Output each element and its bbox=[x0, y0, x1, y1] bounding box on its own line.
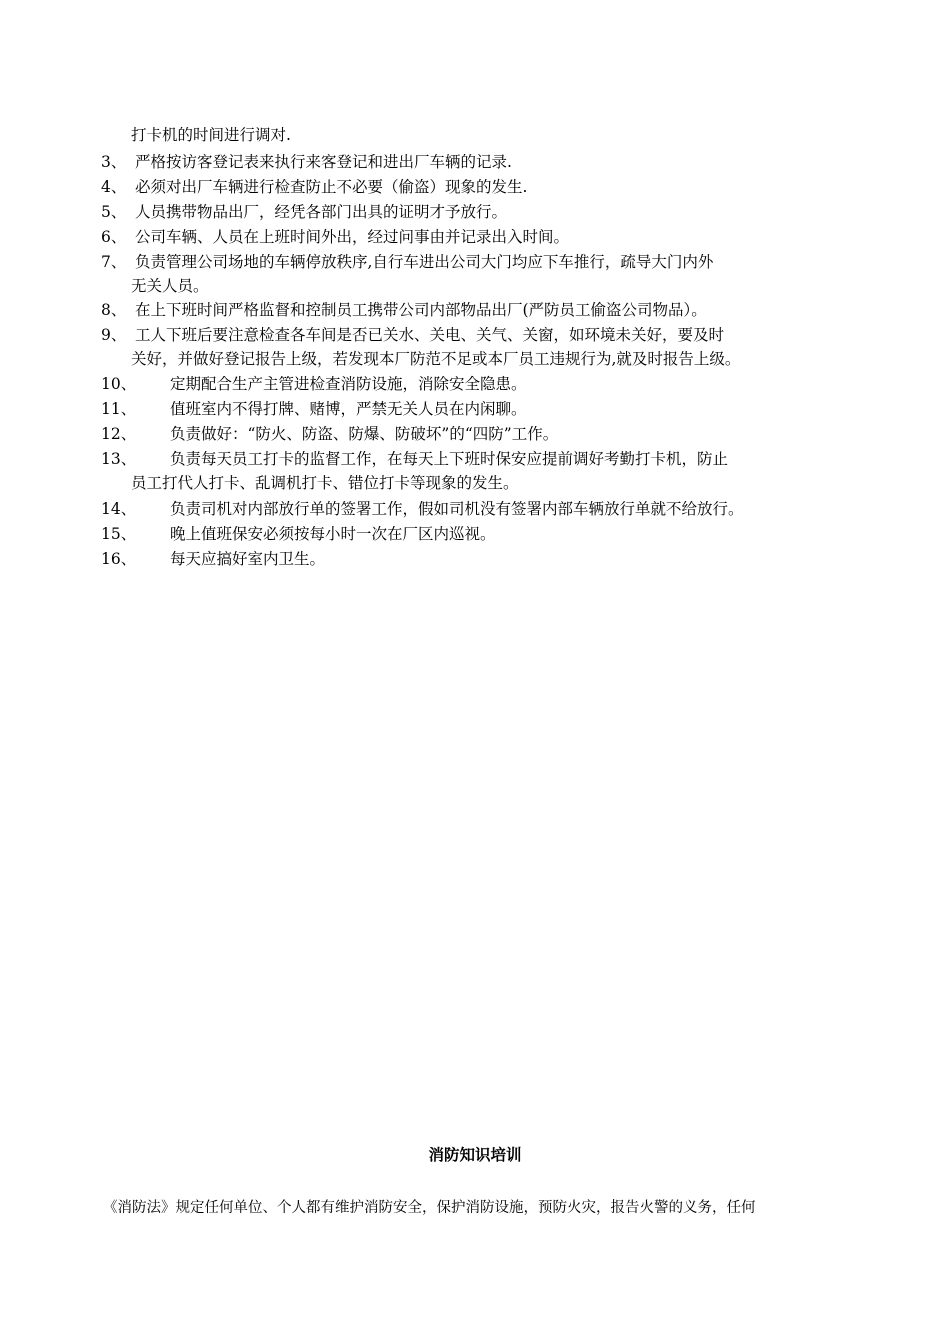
list-number: 4、 bbox=[101, 178, 127, 196]
list-text: 晚上值班保安必须按每小时一次在厂区内巡视。 bbox=[170, 525, 496, 543]
list-text: 人员携带物品出厂，经凭各部门出具的证明才予放行。 bbox=[135, 203, 508, 221]
list-text: 负责司机对内部放行单的签署工作，假如司机没有签署内部车辆放行单就不给放行。 bbox=[170, 500, 744, 518]
list-number: 6、 bbox=[101, 228, 127, 246]
list-number: 3、 bbox=[101, 153, 127, 171]
list-text: 工人下班后要注意检查各车间是否已关水、关电、关气、关窗，如环境未关好，要及时 bbox=[135, 326, 725, 344]
list-number: 5、 bbox=[101, 203, 127, 221]
list-number: 16、 bbox=[101, 550, 137, 568]
list-number: 14、 bbox=[101, 500, 137, 518]
list-text-continuation: 关好，并做好登记报告上级，若发现本厂防范不足或本厂员工违规行为,就及时报告上级。 bbox=[131, 350, 741, 368]
list-number: 7、 bbox=[101, 253, 127, 271]
continuation-line: 打卡机的时间进行调对. bbox=[131, 126, 291, 144]
list-text: 必须对出厂车辆进行检查防止不必要（偷盗）现象的发生. bbox=[135, 178, 528, 196]
list-text: 公司车辆、人员在上班时间外出，经过问事由并记录出入时间。 bbox=[135, 228, 570, 246]
list-text: 在上下班时间严格监督和控制员工携带公司内部物品出厂(严防员工偷盗公司物品）。 bbox=[135, 301, 707, 319]
list-text: 每天应搞好室内卫生。 bbox=[170, 550, 326, 568]
section-title: 消防知识培训 bbox=[428, 1146, 522, 1164]
list-number: 8、 bbox=[101, 301, 127, 319]
list-number: 13、 bbox=[101, 450, 137, 468]
list-text: 值班室内不得打牌、赌博，严禁无关人员在内闲聊。 bbox=[170, 400, 527, 418]
list-text-continuation: 无关人员。 bbox=[131, 277, 209, 295]
section-paragraph: 《消防法》规定任何单位、个人都有维护消防安全，保护消防设施，预防火灾，报告火警的义务，任何 bbox=[103, 1200, 756, 1216]
list-text: 定期配合生产主管进检查消防设施，消除安全隐患。 bbox=[170, 375, 527, 393]
list-number: 11、 bbox=[101, 400, 137, 418]
list-number: 9、 bbox=[101, 326, 127, 344]
list-number: 12、 bbox=[101, 425, 137, 443]
list-text: 负责每天员工打卡的监督工作，在每天上下班时保安应提前调好考勤打卡机，防止 bbox=[170, 450, 729, 468]
list-text: 严格按访客登记表来执行来客登记和进出厂车辆的记录. bbox=[135, 153, 512, 171]
list-text: 负责管理公司场地的车辆停放秩序,自行车进出公司大门均应下车推行，疏导大门内外 bbox=[135, 253, 714, 271]
list-text: 负责做好：“防火、防盗、防爆、防破坏”的“四防”工作。 bbox=[170, 425, 559, 443]
list-number: 15、 bbox=[101, 525, 137, 543]
list-text-continuation: 员工打代人打卡、乱调机打卡、错位打卡等现象的发生。 bbox=[131, 474, 519, 492]
list-number: 10、 bbox=[101, 375, 137, 393]
